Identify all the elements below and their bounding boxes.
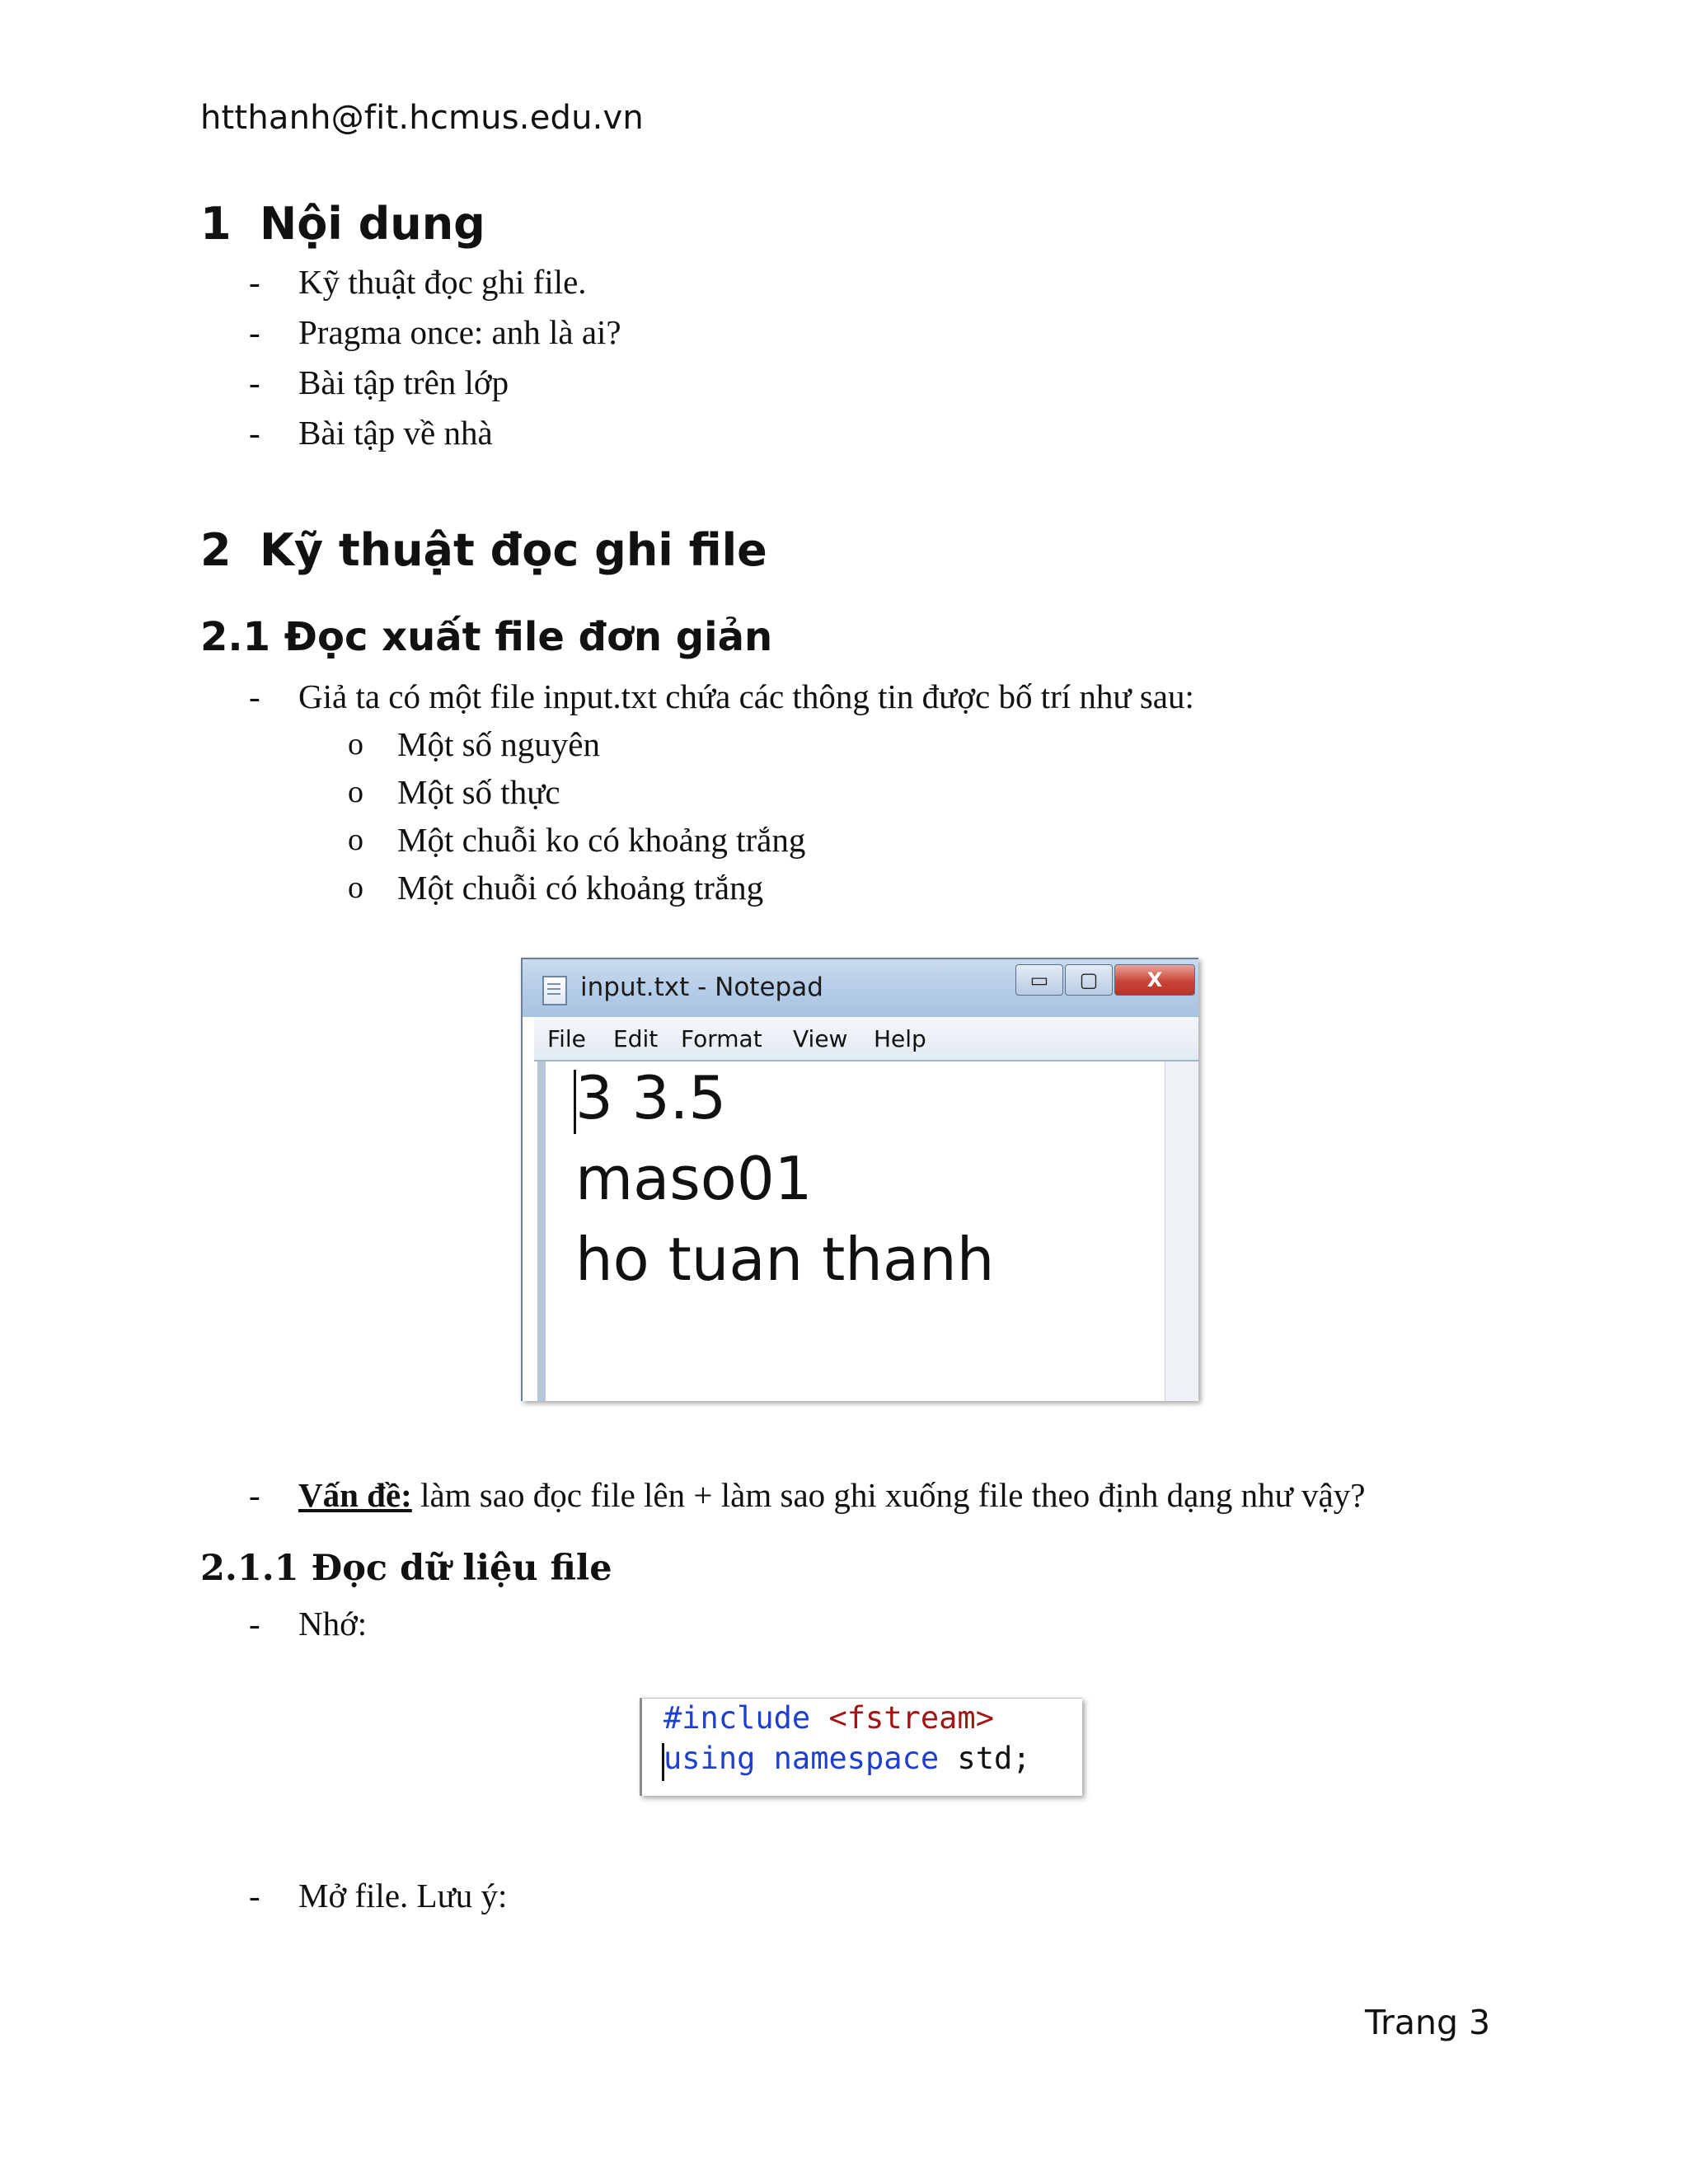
window-controls: [1014, 964, 1195, 996]
list-item: [249, 1599, 1073, 1649]
code-snippet: [640, 1698, 1082, 1796]
minimize-button[interactable]: ▭: [1015, 964, 1063, 996]
sub-list-item: [348, 864, 1337, 912]
list-item-text: [298, 1470, 1365, 1521]
list-item-text: Pragma once: anh là ai?: [298, 313, 621, 351]
bullet-dash: -: [249, 1605, 260, 1643]
sub-bullet: o: [348, 775, 363, 809]
notepad-titlebar: [523, 959, 1198, 1017]
menu-format[interactable]: Format: [681, 1025, 762, 1052]
code-line: [663, 1700, 994, 1736]
sub-list-item: [348, 816, 1337, 864]
page-number: Trang 3: [1365, 2003, 1491, 2042]
list-item-text: Bài tập trên lớp: [298, 363, 509, 401]
notepad-line: maso01: [575, 1144, 813, 1213]
notepad-title: input.txt - Notepad: [580, 972, 823, 1002]
menu-edit[interactable]: Edit: [613, 1025, 659, 1052]
bullet-dash: -: [249, 313, 260, 351]
notepad-line: 3 3.5: [575, 1063, 727, 1132]
header-email: htthanh@fit.hcmus.edu.vn: [200, 99, 644, 137]
bullet-dash: -: [249, 1877, 260, 1915]
problem-text: làm sao đọc file lên + làm sao ghi xuống file theo định dạng như vậy?: [411, 1476, 1366, 1514]
menu-file[interactable]: File: [547, 1025, 586, 1052]
sub-list-item: [348, 768, 1337, 816]
bullet-dash: -: [249, 414, 260, 452]
list-item: [249, 307, 1485, 358]
bullet-dash: -: [249, 1476, 260, 1514]
list-item: [249, 1470, 1568, 1521]
section-title: Nội dung: [260, 198, 485, 250]
code-identifier: std;: [939, 1741, 1031, 1776]
section-title: Kỹ thuật đọc ghi file: [260, 524, 767, 576]
list-item-text: Nhớ:: [298, 1605, 368, 1643]
list-item: [249, 672, 1568, 722]
sub-list-item-text: Một số nguyên: [397, 725, 600, 763]
sub-list-item-text: Một số thực: [397, 773, 560, 811]
maximize-button[interactable]: ▢: [1065, 964, 1113, 996]
notepad-text-area[interactable]: [537, 1062, 1165, 1401]
notepad-screenshot: [521, 958, 1198, 1401]
menu-help[interactable]: Help: [874, 1025, 926, 1052]
bullet-dash: -: [249, 363, 260, 401]
list-item-text: Giả ta có một file input.txt chứa các thông tin được bố trí như sau:: [298, 677, 1194, 715]
menu-view[interactable]: View: [793, 1025, 848, 1052]
code-keyword: #include: [663, 1700, 811, 1736]
bullet-dash: -: [249, 677, 260, 715]
bullet-dash: -: [249, 263, 260, 301]
subsection-heading-2-1-1: 2.1.1 Đọc dữ liệu file: [200, 1548, 612, 1589]
sub-list-item: [348, 720, 1337, 768]
sub-list-item-text: Một chuỗi ko có khoảng trắng: [397, 821, 806, 859]
section-heading-2: [200, 524, 767, 576]
notepad-line: ho tuan thanh: [575, 1225, 995, 1294]
vertical-scrollbar[interactable]: [1165, 1062, 1198, 1401]
code-line: [663, 1741, 1031, 1776]
list-item: [249, 257, 1485, 307]
notepad-menubar: [534, 1017, 1198, 1062]
list-item-text: Bài tập về nhà: [298, 414, 493, 452]
subsection-heading-2-1: 2.1 Đọc xuất file đơn giản: [200, 614, 773, 660]
list-item: [249, 1871, 1073, 1921]
section-number: 1: [200, 198, 232, 250]
list-item-text: Mở file. Lưu ý:: [298, 1877, 508, 1915]
notepad-icon: [542, 976, 567, 1005]
sub-list-item-text: Một chuỗi có khoảng trắng: [397, 869, 764, 907]
sub-bullet: o: [348, 727, 363, 762]
list-item: [249, 408, 1485, 458]
list-item-text: Kỹ thuật đọc ghi file.: [298, 263, 587, 301]
sub-bullet: o: [348, 823, 363, 857]
list-item: [249, 358, 1485, 408]
section-number: 2: [200, 524, 232, 576]
problem-label: Vấn đề:: [298, 1476, 412, 1514]
sub-bullet: o: [348, 870, 363, 905]
code-include-path: <fstream>: [810, 1700, 994, 1736]
close-button[interactable]: X: [1114, 964, 1195, 996]
code-keyword: using namespace: [663, 1741, 940, 1776]
section-heading-1: [200, 198, 485, 250]
